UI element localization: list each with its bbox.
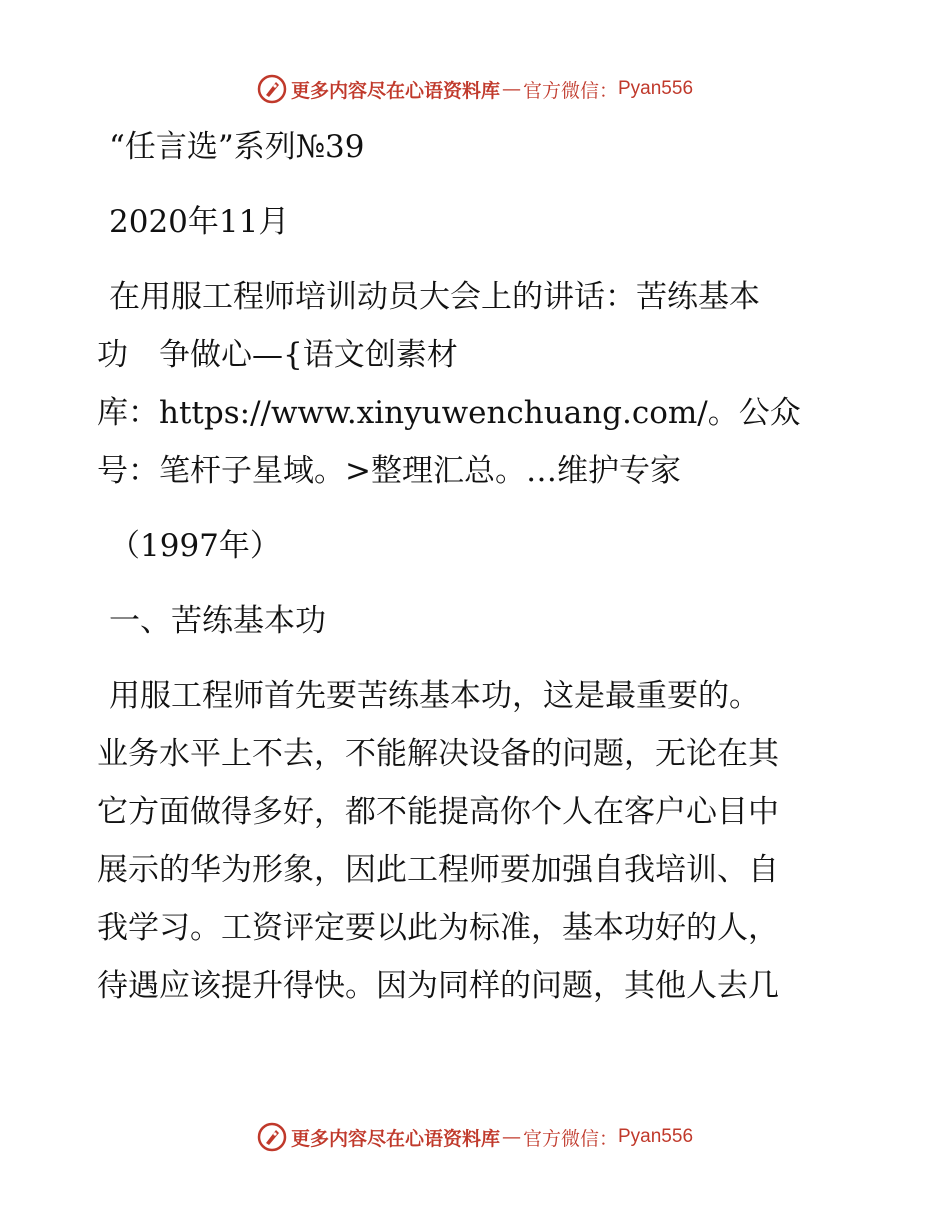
section-heading: 一、苦练基本功 bbox=[109, 603, 326, 639]
document-body bbox=[97, 118, 857, 1015]
series-label: “任言选”系列№39 bbox=[109, 129, 365, 165]
title-line: 号：笔杆子星域。>整理汇总。…维护专家 bbox=[97, 453, 681, 489]
banner-official: 官方微信： bbox=[522, 1127, 618, 1150]
pen-nib-logo-icon bbox=[257, 1122, 287, 1152]
paragraph-line: 待遇应该提升得快。因为同样的问题，其他人去几 bbox=[97, 968, 779, 1004]
banner-official: 官方微信： bbox=[522, 79, 618, 102]
header-banner bbox=[0, 74, 950, 104]
pen-nib-logo-icon bbox=[257, 74, 287, 104]
banner-brand: 更多内容尽在心语资料库 bbox=[290, 79, 500, 102]
banner-wechat-id: Pyan556 bbox=[618, 1126, 694, 1147]
paragraph-line: 用服工程师首先要苦练基本功，这是最重要的。 bbox=[109, 678, 760, 714]
banner-separator: — bbox=[501, 1126, 521, 1148]
paragraph-line: 展示的华为形象，因此工程师要加强自我培训、自 bbox=[97, 852, 779, 888]
doc-title bbox=[97, 268, 857, 500]
banner-brand: 更多内容尽在心语资料库 bbox=[290, 1127, 500, 1150]
paragraph-line: 它方面做得多好，都不能提高你个人在客户心目中 bbox=[97, 794, 779, 830]
paragraph bbox=[97, 667, 857, 1015]
doc-date: 2020年11月 bbox=[109, 204, 290, 240]
paragraph-line: 我学习。工资评定要以此为标准，基本功好的人， bbox=[97, 910, 779, 946]
title-line: 在用服工程师培训动员大会上的讲话：苦练基本 bbox=[109, 279, 760, 315]
doc-year: （1997年） bbox=[109, 528, 281, 564]
banner-separator: — bbox=[501, 78, 521, 100]
paragraph-line: 业务水平上不去，不能解决设备的问题，无论在其 bbox=[97, 736, 779, 772]
title-line: 库：https://www.xinyuwenchuang.com/。公众 bbox=[97, 395, 801, 431]
title-line: 功 争做心—{语文创素材 bbox=[97, 337, 458, 373]
banner-wechat-id: Pyan556 bbox=[618, 78, 694, 99]
footer-banner bbox=[0, 1122, 950, 1152]
